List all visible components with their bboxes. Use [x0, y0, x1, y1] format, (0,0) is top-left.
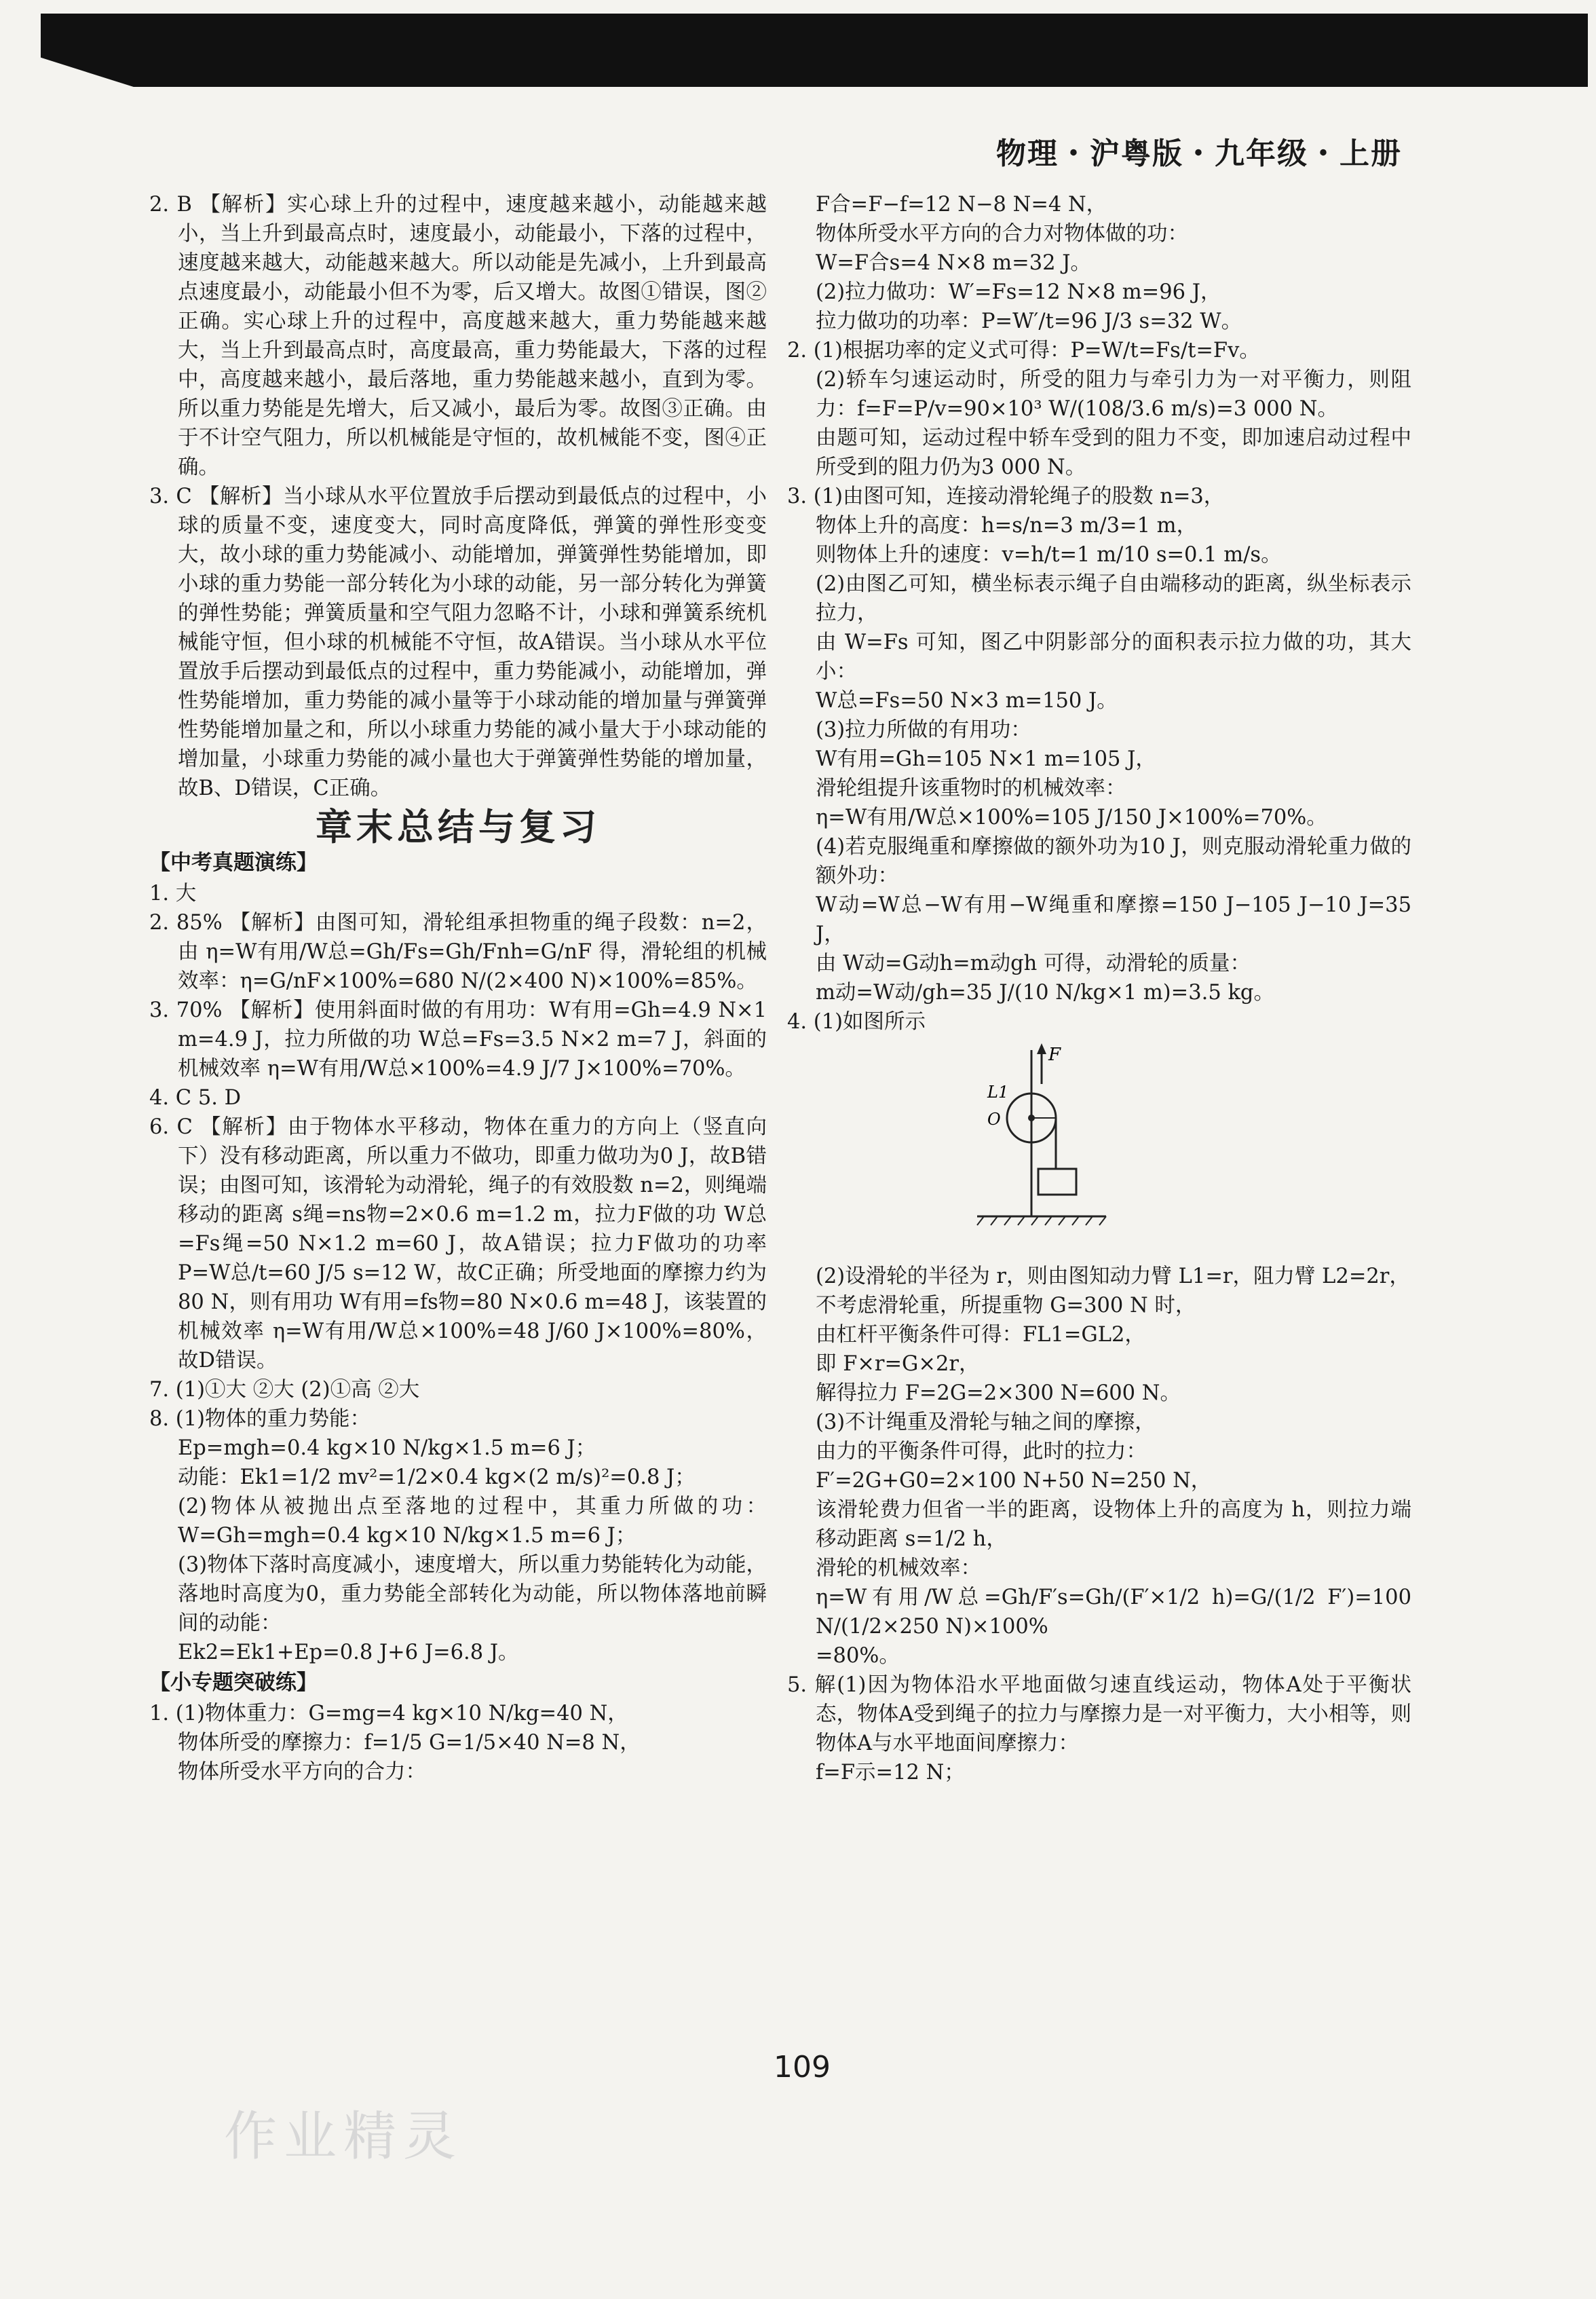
r-line: F合=F−f=12 N−8 N=4 N， [816, 193, 1107, 217]
r-line: 由力的平衡条件可得，此时的拉力： [816, 1440, 1147, 1463]
page-number: 109 [774, 2050, 831, 2085]
r-line: 由 W=Fs 可知，图乙中阴影部分的面积表示拉力做的功，其大小： [816, 631, 1411, 684]
zk-answer-8-line: (2)物体从被抛出点至落地的过程中，其重力所做的功：W=Gh=mgh=0.4 kg×10 N/kg×1.5 m=6 J； [178, 1495, 767, 1548]
r-line: W=F合s=4 N×8 m=32 J。 [816, 251, 1091, 275]
r-answer-3: 3. (1)由图可知，连接动滑轮绳子的股数 n=3， [787, 485, 1225, 508]
pivot-label: O [987, 1110, 1001, 1129]
zk-answer-6: 6. C 【解析】由于物体水平移动，物体在重力的方向上（竖直向下）没有移动距离，所以重力不做功，即重力做功为0 J，故B错误；由图可知，该滑轮为动滑轮，绳子的有效股数 n=2，则绳端移动的距离 s绳=ns物=2×0.6 m=1.2 m，拉力F做的功 W总=Fs绳=50 N×1.2 m=60 J，故A错误；拉力F做功的功率 P=W总/t=60 J/5 s=12 W，故C正确；所受地面的摩擦力约为80 N，则有用功 W有用=fs物=80 N×0.6 m=48 J，该装置的机械效率 η=W有用/W总×100%=48 J/60 J×100%=80%，故D错误。 [149, 1115, 767, 1372]
r-line: 该滑轮费力但省一半的距离，设物体上升的高度为 h，则拉力端移动距离 s=1/2 h， [816, 1498, 1411, 1551]
force-arrowhead [1037, 1043, 1046, 1054]
zk-answer-3: 3. 70% 【解析】使用斜面时做的有用功：W有用=Gh=4.9 N×1 m=4.9 J，拉力所做的功 W总=Fs=3.5 N×2 m=7 J，斜面的机械效率 η=W有用/W总×100%=4.9 J/7 J×100%=70%。 [149, 998, 767, 1081]
r-line: 由杠杆平衡条件可得：FL1=GL2， [816, 1323, 1145, 1347]
zt-answer-1: 1. (1)物体重力：G=mg=4 kg×10 N/kg=40 N， [149, 1702, 628, 1725]
zk-answer-8-line: Ek2=Ek1+Ep=0.8 J+6 J=6.8 J。 [178, 1641, 519, 1664]
r-line: η=W有用/W总=Gh/F′s=Gh/(F′×1/2 h)=G/(1/2 F′)=100 N/(1/2×250 N)×100% [816, 1586, 1411, 1639]
zk-answer-7: 7. (1)①大 ②大 (2)①高 ②大 [149, 1378, 420, 1402]
section-bracket-zhuanti: 【小专题突破练】 [149, 1670, 318, 1695]
zt-answer-1-line: 物体所受的摩擦力：f=1/5 G=1/5×40 N=8 N， [178, 1731, 641, 1755]
zk-answer-8-line: 动能：Ek1=1/2 mv²=1/2×0.4 kg×(2 m/s)²=0.8 J； [178, 1465, 696, 1489]
watermark: 作业精灵 [224, 2106, 463, 2167]
right-column [787, 190, 1411, 1787]
r-line: (2)由图乙可知，横坐标表示绳子自由端移动的距离，纵坐标表示拉力， [816, 572, 1411, 625]
r-line: (3)不计绳重及滑轮与轴之间的摩擦， [816, 1410, 1156, 1434]
r-answer-2: 2. (1)根据功率的定义式可得：P=W/t=Fs/t=Fv。 [787, 339, 1260, 362]
zk-answer-2: 2. 85% 【解析】由图可知，滑轮组承担物重的绳子段数：n=2，由 η=W有用/W总=Gh/Fs=Gh/Fnh=G/nF 得，滑轮组的机械效率：η=G/nF×100%=680 N/(2×400 N)×100%=85%。 [149, 911, 767, 993]
r-line: η=W有用/W总×100%=105 J/150 J×100%=70%。 [816, 806, 1327, 829]
r-line: 拉力做功的功率：P=W′/t=96 J/3 s=32 W。 [816, 310, 1242, 333]
r-line: 即 F×r=G×2r， [816, 1352, 980, 1376]
r-line: W动=W总−W有用−W绳重和摩擦=150 J−105 J−10 J=35 J， [816, 893, 1411, 946]
r-line: 则物体上升的速度：v=h/t=1 m/10 s=0.1 m/s。 [816, 543, 1282, 567]
r-line: (2)轿车匀速运动时，所受的阻力与牵引力为一对平衡力，则阻力：f=F=P/v=90×10³ W/(108/3.6 m/s)=3 000 N。 [816, 368, 1411, 421]
r-line: (2)设滑轮的半径为 r，则由图知动力臂 L1=r，阻力臂 L2=2r， [816, 1265, 1410, 1288]
answer-3: 3. C 【解析】当小球从水平位置放手后摆动到最低点的过程中，小球的质量不变，速度变大，同时高度降低，弹簧的弹性形变变大，故小球的重力势能减小、动能增加，弹簧弹性势能增加，即小球的重力势能一部分转化为小球的动能，另一部分转化为弹簧的弹性势能；弹簧质量和空气阻力忽略不计，小球和弹簧系统机械能守恒，但小球的机械能不守恒，故A错误。当小球从水平位置放手后摆动到最低点的过程中，重力势能减小，动能增加，弹性势能增加，重力势能的减小量等于小球动能的增加量与弹簧弹性势能增加量之和，所以小球重力势能的减小量大于小球动能的增加量，小球重力势能的减小量也大于弹簧弹性势能的增加量，故B、D错误，C正确。 [149, 485, 767, 800]
pulley-lever-figure [970, 1043, 1174, 1247]
r-line: 滑轮组提升该重物时的机械效率： [816, 777, 1126, 800]
r-line: F′=2G+G0=2×100 N+50 N=250 N， [816, 1469, 1212, 1493]
r-line: (2)拉力做功：W′=Fs=12 N×8 m=96 J， [816, 280, 1221, 304]
section-title: 章末总结与复习 [316, 806, 601, 848]
weight-block [1038, 1169, 1076, 1195]
arm-label: L1 [987, 1083, 1009, 1102]
r-line: (4)若克服绳重和摩擦做的额外功为10 J，则克服动滑轮重力做的额外功： [816, 835, 1411, 888]
zk-answer-8-line: (3)物体下落时高度减小，速度增大，所以重力势能转化为动能，落地时高度为0，重力势能全部转化为动能，所以物体落地前瞬间的动能： [178, 1553, 767, 1635]
r-line: 由 W动=G动h=m动gh 可得，动滑轮的质量： [816, 952, 1251, 975]
r-line: W有用=Gh=105 N×1 m=105 J， [816, 747, 1156, 771]
zk-answer-8-line: Ep=mgh=0.4 kg×10 N/kg×1.5 m=6 J； [178, 1436, 596, 1460]
r-line: f=F示=12 N； [816, 1761, 965, 1784]
r-line: 解得拉力 F=2G=2×300 N=600 N。 [816, 1381, 1181, 1405]
r-line: m动=W动/gh=35 J/(10 N/kg×1 m)=3.5 kg。 [816, 981, 1274, 1005]
r-answer-5: 5. 解(1)因为物体沿水平地面做匀速直线运动，物体A处于平衡状态，物体A受到绳子的拉力与摩擦力是一对平衡力，大小相等，则物体A与水平地面间摩擦力： [787, 1673, 1411, 1755]
r-line: 物体上升的高度：h=s/n=3 m/3=1 m， [816, 514, 1198, 538]
r-line: 物体所受水平方向的合力对物体做的功： [816, 222, 1188, 246]
r-line: (3)拉力所做的有用功： [816, 718, 1031, 742]
section-bracket-zhongkao: 【中考真题演练】 [149, 851, 318, 875]
top-black-band [41, 14, 1588, 87]
zk-answer-8: 8. (1)物体的重力势能： [149, 1407, 370, 1431]
left-column [149, 190, 767, 1787]
r-line: =80%。 [816, 1644, 900, 1668]
zk-answer-4-5: 4. C 5. D [149, 1086, 242, 1110]
ground-hatch [977, 1216, 1106, 1225]
zt-answer-1-line: 物体所受水平方向的合力： [178, 1760, 426, 1784]
r-line: W总=Fs=50 N×3 m=150 J。 [816, 689, 1118, 713]
page-header: 物理・沪粤版・九年级・上册 [996, 136, 1402, 171]
r-line: 由题可知，运动过程中轿车受到的阻力不变，即加速启动过程中所受到的阻力仍为3 000 N。 [816, 426, 1411, 479]
r-line: 滑轮的机械效率： [816, 1556, 981, 1580]
r-answer-4: 4. (1)如图所示 [787, 1010, 926, 1034]
zk-answer-1: 1. 大 [149, 882, 197, 905]
answer-2: 2. B 【解析】实心球上升的过程中，速度越来越小，动能越来越小，当上升到最高点时，速度最小，动能最小，下落的过程中，速度越来越大，动能越来越大。所以动能是先减小，上升到最高点速度最小，动能最小但不为零，后又增大。故图①错误，图②正确。实心球上升的过程中，高度越来越大，重力势能越来越大，当上升到最高点时，高度最高，重力势能最大，下落的过程中，高度越来越小，最后落地，重力势能越来越小，直到为零。所以重力势能是先增大，后又减小，最后为零。故图③正确。由于不计空气阻力，所以机械能是守恒的，故机械能不变，图④正确。 [149, 193, 767, 479]
r-line: 不考虑滑轮重，所提重物 G=300 N 时， [816, 1294, 1196, 1317]
force-label: F [1048, 1045, 1061, 1065]
